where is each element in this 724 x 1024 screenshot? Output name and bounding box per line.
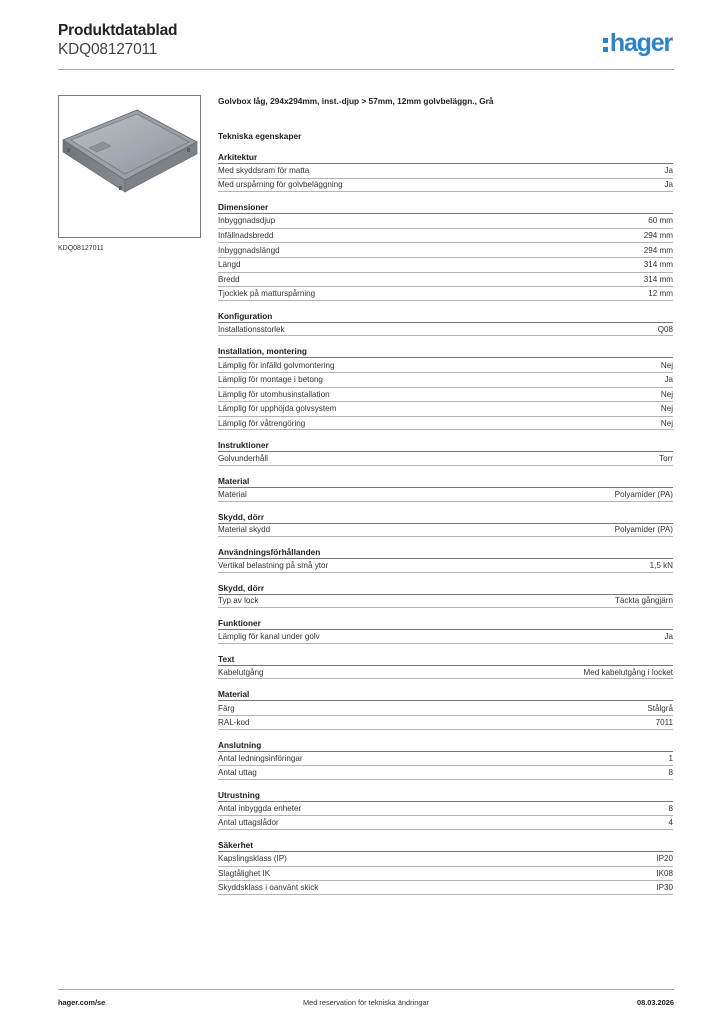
spec-label: Lämplig för infälld golvmontering bbox=[218, 360, 335, 370]
spec-label: Inbyggnadslängd bbox=[218, 245, 280, 255]
spec-label: Typ av lock bbox=[218, 596, 259, 606]
spec-row bbox=[218, 815, 673, 830]
spec-section bbox=[218, 512, 673, 538]
spec-value: Torr bbox=[659, 454, 673, 464]
section-title: Funktioner bbox=[218, 618, 261, 629]
spec-value: 8 bbox=[668, 768, 673, 778]
section-title: Konfiguration bbox=[218, 310, 273, 321]
tech-heading: Tekniska egenskaper bbox=[218, 131, 302, 141]
spec-sections bbox=[218, 152, 673, 895]
spec-section bbox=[218, 311, 673, 337]
spec-value: 12 mm bbox=[648, 288, 673, 298]
spec-label: Material bbox=[218, 489, 247, 499]
spec-row bbox=[218, 213, 673, 228]
floor-box-icon bbox=[59, 96, 200, 237]
spec-value: IP30 bbox=[656, 883, 673, 893]
spec-value: 294 mm bbox=[643, 245, 673, 255]
spec-section bbox=[218, 740, 673, 780]
section-title: Utrustning bbox=[218, 789, 260, 800]
spec-section bbox=[218, 583, 673, 609]
spec-value: Ja bbox=[664, 375, 673, 385]
spec-section bbox=[218, 152, 673, 192]
spec-value: 7011 bbox=[655, 717, 673, 727]
spec-value: 314 mm bbox=[643, 260, 673, 270]
spec-value: Nej bbox=[660, 360, 673, 370]
spec-row bbox=[218, 851, 673, 866]
spec-row bbox=[218, 387, 673, 402]
spec-row bbox=[218, 286, 673, 301]
spec-label: Infällnadsbredd bbox=[218, 231, 274, 241]
spec-value: 294 mm bbox=[643, 231, 673, 241]
spec-row bbox=[218, 523, 673, 538]
spec-value: Ja bbox=[664, 166, 673, 176]
spec-value: Polyamider (PA) bbox=[614, 489, 673, 499]
footer-divider bbox=[58, 989, 674, 990]
spec-row bbox=[218, 700, 673, 715]
section-title: Skydd, dörr bbox=[218, 582, 265, 593]
spec-row bbox=[218, 272, 673, 287]
section-title: Instruktioner bbox=[218, 440, 269, 451]
spec-value: Nej bbox=[660, 389, 673, 399]
spec-row bbox=[218, 401, 673, 416]
spec-row bbox=[218, 228, 673, 243]
spec-label: RAL-kod bbox=[218, 717, 250, 727]
spec-section bbox=[218, 689, 673, 729]
spec-content bbox=[218, 96, 673, 895]
spec-label: Installationsstorlek bbox=[218, 324, 285, 334]
spec-value: 1,5 kN bbox=[649, 560, 673, 570]
spec-section bbox=[218, 440, 673, 466]
product-code: KDQ08127011 bbox=[58, 41, 158, 58]
spec-value: Stålgrå bbox=[647, 703, 673, 713]
spec-label: Lämplig för utomhusinstallation bbox=[218, 389, 330, 399]
section-title: Material bbox=[218, 689, 250, 700]
spec-value: 4 bbox=[668, 818, 673, 828]
image-caption: KDQ08127011 bbox=[58, 245, 104, 252]
spec-label: Antal uttagslådor bbox=[218, 818, 279, 828]
spec-row bbox=[218, 594, 673, 609]
section-title: Skydd, dörr bbox=[218, 511, 265, 522]
spec-row bbox=[218, 801, 673, 816]
spec-label: Slagtålighet IK bbox=[218, 868, 271, 878]
section-title: Dimensioner bbox=[218, 202, 269, 213]
spec-label: Antal uttag bbox=[218, 768, 257, 778]
spec-section bbox=[218, 618, 673, 644]
spec-row bbox=[218, 765, 673, 780]
spec-label: Vertikal belastning på små ytor bbox=[218, 560, 329, 570]
hager-logo[interactable] bbox=[603, 31, 672, 55]
spec-label: Golvunderhåll bbox=[218, 454, 268, 464]
spec-value: Nej bbox=[660, 418, 673, 428]
spec-label: Med skyddsram för matta bbox=[218, 166, 310, 176]
spec-value: IK08 bbox=[656, 868, 673, 878]
spec-label: Kabelutgång bbox=[218, 667, 264, 677]
spec-value: Ja bbox=[664, 180, 673, 190]
page-header bbox=[58, 22, 674, 68]
logo-mark-icon bbox=[603, 38, 608, 52]
spec-value: Med kabelutgång i locket bbox=[583, 667, 673, 677]
section-title: Säkerhet bbox=[218, 840, 254, 851]
spec-value: 60 mm bbox=[648, 216, 673, 226]
spec-label: Bredd bbox=[218, 274, 240, 284]
spec-row bbox=[218, 487, 673, 502]
spec-value: Nej bbox=[660, 404, 673, 414]
spec-row bbox=[218, 751, 673, 766]
footer-date: 08.03.2026 bbox=[637, 998, 674, 1007]
section-title: Anslutning bbox=[218, 739, 262, 750]
spec-value: IP20 bbox=[656, 854, 673, 864]
spec-row bbox=[218, 665, 673, 680]
spec-label: Färg bbox=[218, 703, 235, 713]
document-title: Produktdatablad bbox=[58, 22, 178, 39]
spec-value: 1 bbox=[668, 753, 673, 763]
spec-section bbox=[218, 202, 673, 301]
spec-row bbox=[218, 242, 673, 257]
spec-section bbox=[218, 654, 673, 680]
spec-value: Polyamider (PA) bbox=[614, 525, 673, 535]
section-title: Material bbox=[218, 475, 250, 486]
logo-text: hager bbox=[609, 29, 672, 57]
product-description: Golvbox låg, 294x294mm, inst.-djup > 57mm, 12mm golvbeläggn., Grå bbox=[218, 96, 494, 106]
spec-row bbox=[218, 178, 673, 193]
spec-label: Längd bbox=[218, 260, 241, 270]
spec-label: Lämplig för montage i betong bbox=[218, 375, 323, 385]
section-title: Arkitektur bbox=[218, 152, 258, 162]
spec-label: Inbyggnadsdjup bbox=[218, 216, 276, 226]
spec-section bbox=[218, 476, 673, 502]
spec-value: Ja bbox=[664, 632, 673, 642]
spec-label: Material skydd bbox=[218, 525, 271, 535]
spec-row bbox=[218, 866, 673, 881]
spec-row bbox=[218, 558, 673, 573]
spec-section bbox=[218, 547, 673, 573]
product-image bbox=[58, 95, 201, 238]
spec-label: Med urspårning för golvbeläggning bbox=[218, 180, 343, 190]
spec-section bbox=[218, 790, 673, 830]
spec-label: Antal inbyggda enheter bbox=[218, 804, 302, 814]
section-title: Installation, montering bbox=[218, 346, 307, 357]
spec-section bbox=[218, 840, 673, 895]
spec-row bbox=[218, 257, 673, 272]
spec-section bbox=[218, 346, 673, 430]
section-title: Text bbox=[218, 653, 235, 664]
spec-label: Skyddsklass i oanvänt skick bbox=[218, 883, 319, 893]
spec-label: Lämplig för kanal under golv bbox=[218, 632, 320, 642]
spec-row bbox=[218, 416, 673, 431]
spec-row bbox=[218, 163, 673, 178]
header-divider bbox=[58, 69, 674, 70]
section-title: Användningsförhållanden bbox=[218, 547, 321, 558]
spec-row bbox=[218, 357, 673, 372]
spec-value: Q08 bbox=[657, 324, 673, 334]
spec-value: Täckta gångjärn bbox=[614, 596, 673, 606]
spec-row bbox=[218, 451, 673, 466]
spec-row bbox=[218, 322, 673, 337]
page-footer bbox=[58, 998, 674, 1010]
spec-label: Tjocklek på matturspårning bbox=[218, 288, 316, 298]
footer-note: Med reservation för tekniska ändringar bbox=[302, 998, 430, 1007]
spec-row bbox=[218, 372, 673, 387]
spec-value: 314 mm bbox=[643, 274, 673, 284]
spec-row bbox=[218, 629, 673, 644]
spec-row bbox=[218, 715, 673, 730]
spec-label: Kapslingsklass (IP) bbox=[218, 854, 287, 864]
spec-value: 8 bbox=[668, 804, 673, 814]
spec-row bbox=[218, 880, 673, 895]
spec-label: Lämplig för våtrengöring bbox=[218, 418, 306, 428]
footer-website[interactable]: hager.com/se bbox=[58, 998, 106, 1007]
spec-label: Lämplig för upphöjda golvsystem bbox=[218, 404, 337, 414]
spec-label: Antal ledningsinföringar bbox=[218, 753, 303, 763]
